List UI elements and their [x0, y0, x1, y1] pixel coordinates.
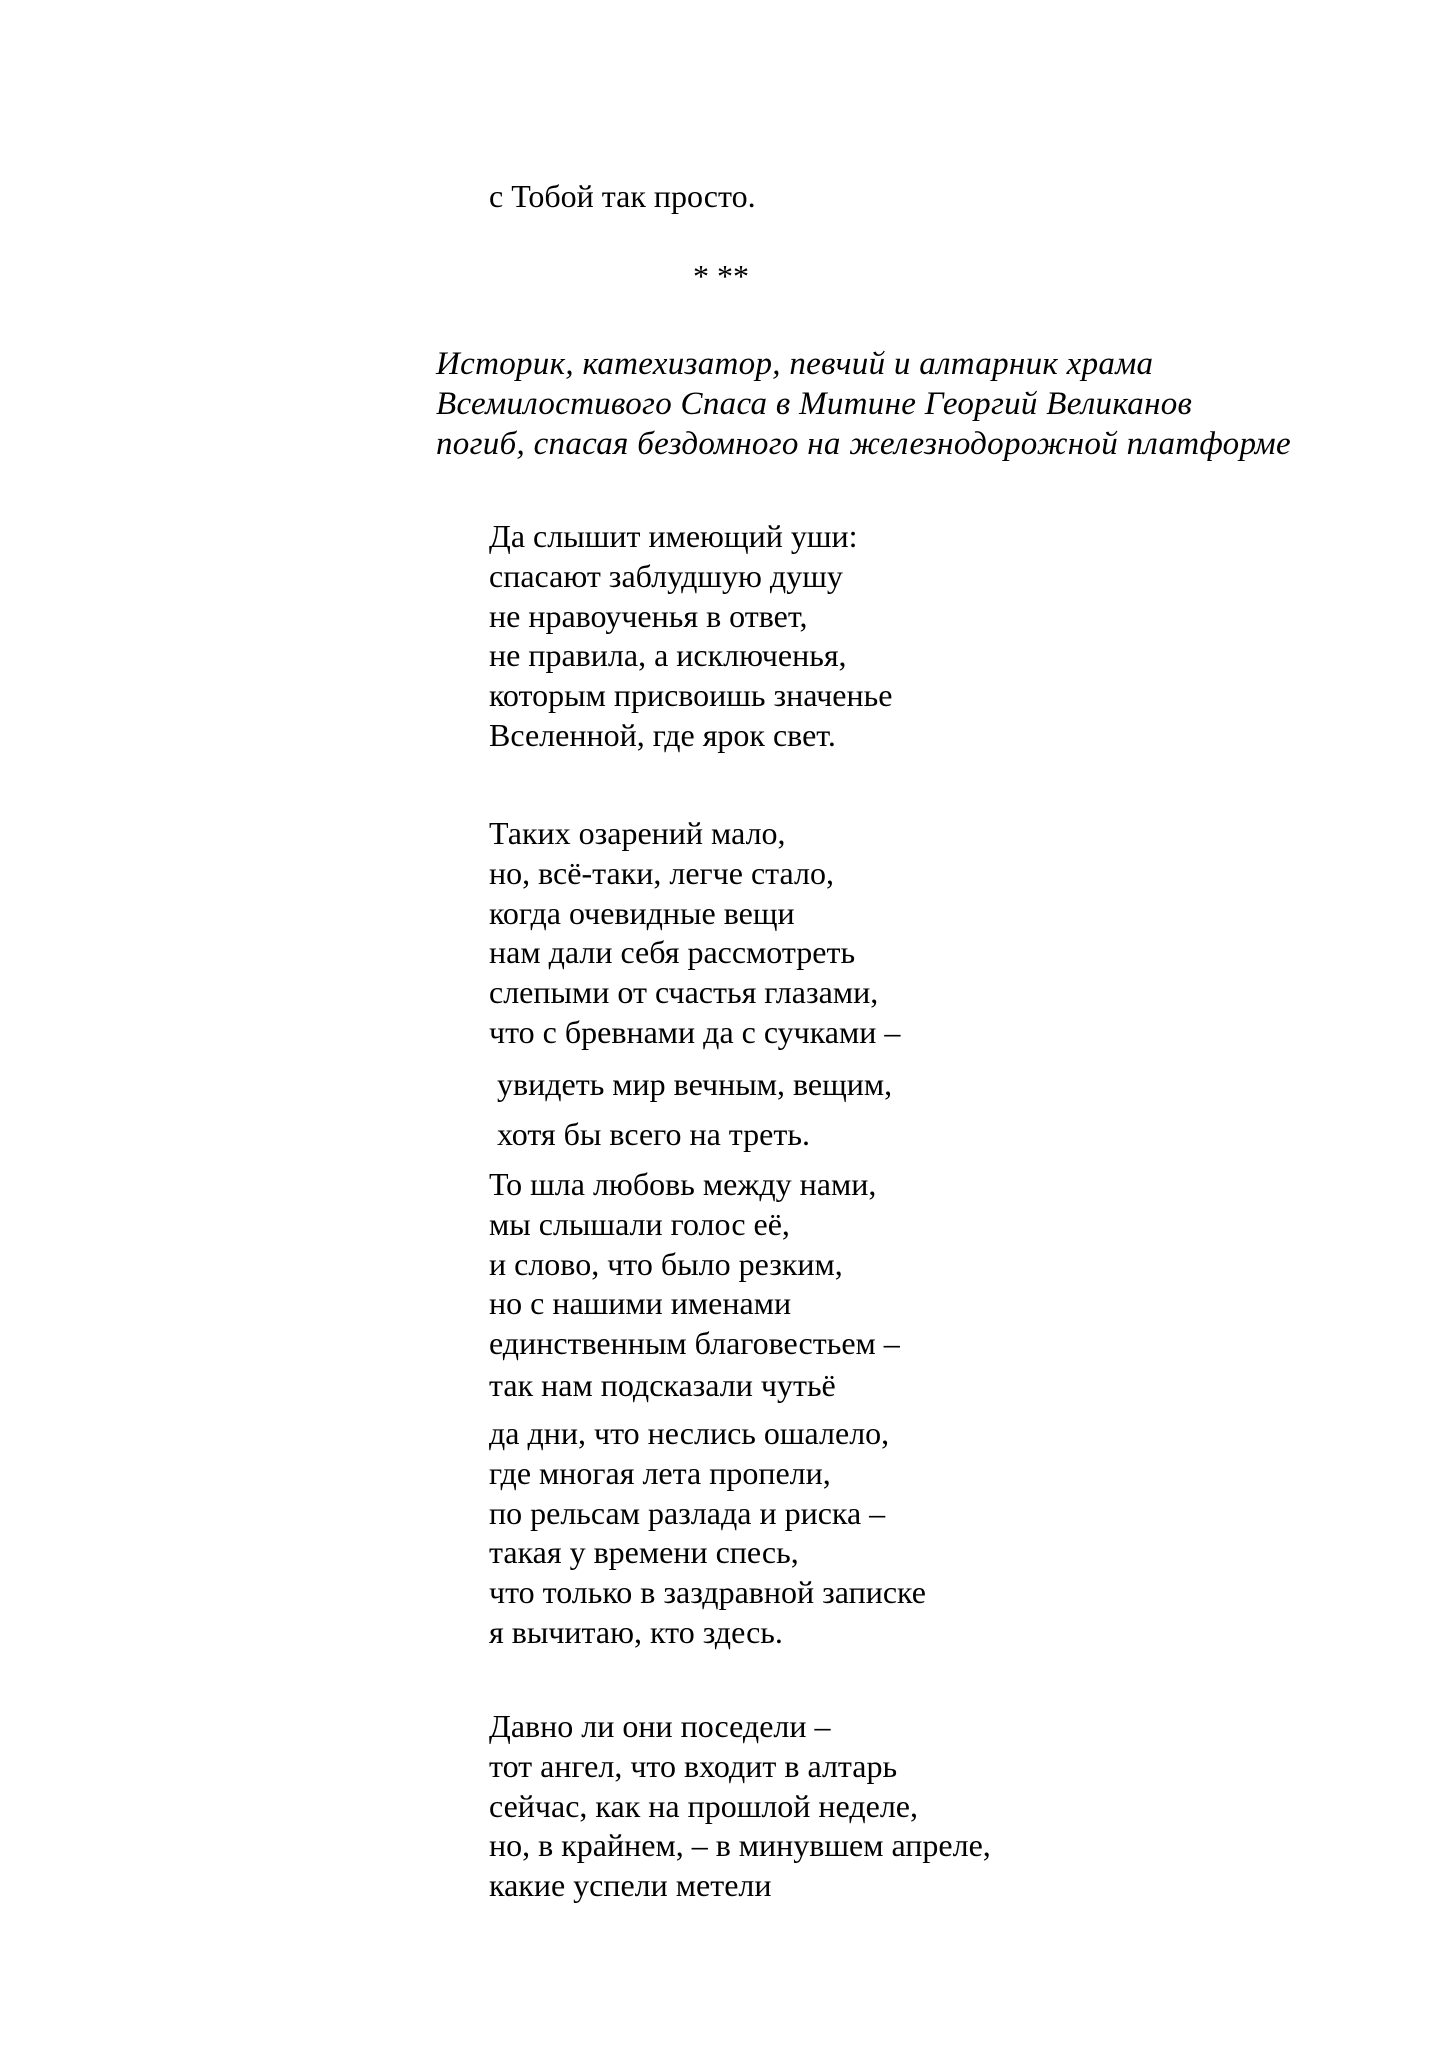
- poem-line: но с нашими именами: [489, 1285, 792, 1321]
- poem-line: не правила, а исключенья,: [489, 637, 847, 673]
- epigraph-line: Всемилостивого Спаса в Митине Георгий Великанов: [436, 386, 1193, 422]
- poem-line: какие успели метели: [489, 1867, 772, 1903]
- poem-line: Вселенной, где ярок свет.: [489, 717, 836, 753]
- poem-line: я вычитаю, кто здесь.: [489, 1614, 783, 1650]
- poem-line: тот ангел, что входит в алтарь: [489, 1748, 898, 1784]
- section-separator: * **: [693, 258, 749, 294]
- poem-line: слепыми от счастья глазами,: [489, 974, 879, 1010]
- opening-line: с Тобой так просто.: [489, 178, 756, 214]
- epigraph-line: погиб, спасая бездомного на железнодорожной платформе: [436, 426, 1291, 462]
- poem-line: мы слышали голос её,: [489, 1206, 790, 1242]
- poem-line: которым присвоишь значенье: [489, 677, 893, 713]
- poem-line: Таких озарений мало,: [489, 815, 786, 851]
- poem-line: Давно ли они поседели –: [489, 1708, 831, 1744]
- poem-line: Да слышит имеющий уши:: [489, 518, 858, 554]
- poem-line: единственным благовестьем –: [489, 1325, 900, 1361]
- poem-line: по рельсам разлада и риска –: [489, 1495, 886, 1531]
- poem-line: спасают заблудшую душу: [489, 558, 843, 594]
- poem-line: что с бревнами да с сучками –: [489, 1014, 901, 1050]
- poem-line: То шла любовь между нами,: [489, 1166, 877, 1202]
- poem-line: где многая лета пропели,: [489, 1455, 831, 1491]
- poem-line: что только в заздравной записке: [489, 1574, 926, 1610]
- poem-line: не нравоученья в ответ,: [489, 598, 808, 634]
- epigraph-line: Историк, катехизатор, певчий и алтарник храма: [436, 346, 1154, 382]
- poem-line: сейчас, как на прошлой неделе,: [489, 1788, 918, 1824]
- poem-line: когда очевидные вещи: [489, 895, 795, 931]
- poem-line: хотя бы всего на треть.: [497, 1116, 810, 1152]
- poem-line: увидеть мир вечным, вещим,: [497, 1066, 893, 1102]
- poem-line: так нам подсказали чутьё: [489, 1367, 836, 1403]
- poem-line: нам дали себя рассмотреть: [489, 934, 856, 970]
- poem-line: но, в крайнем, – в минувшем апреле,: [489, 1827, 991, 1863]
- poem-line: да дни, что неслись ошалело,: [489, 1415, 890, 1451]
- poem-line: такая у времени спесь,: [489, 1534, 799, 1570]
- poem-line: но, всё-таки, легче стало,: [489, 855, 834, 891]
- poem-line: и слово, что было резким,: [489, 1246, 843, 1282]
